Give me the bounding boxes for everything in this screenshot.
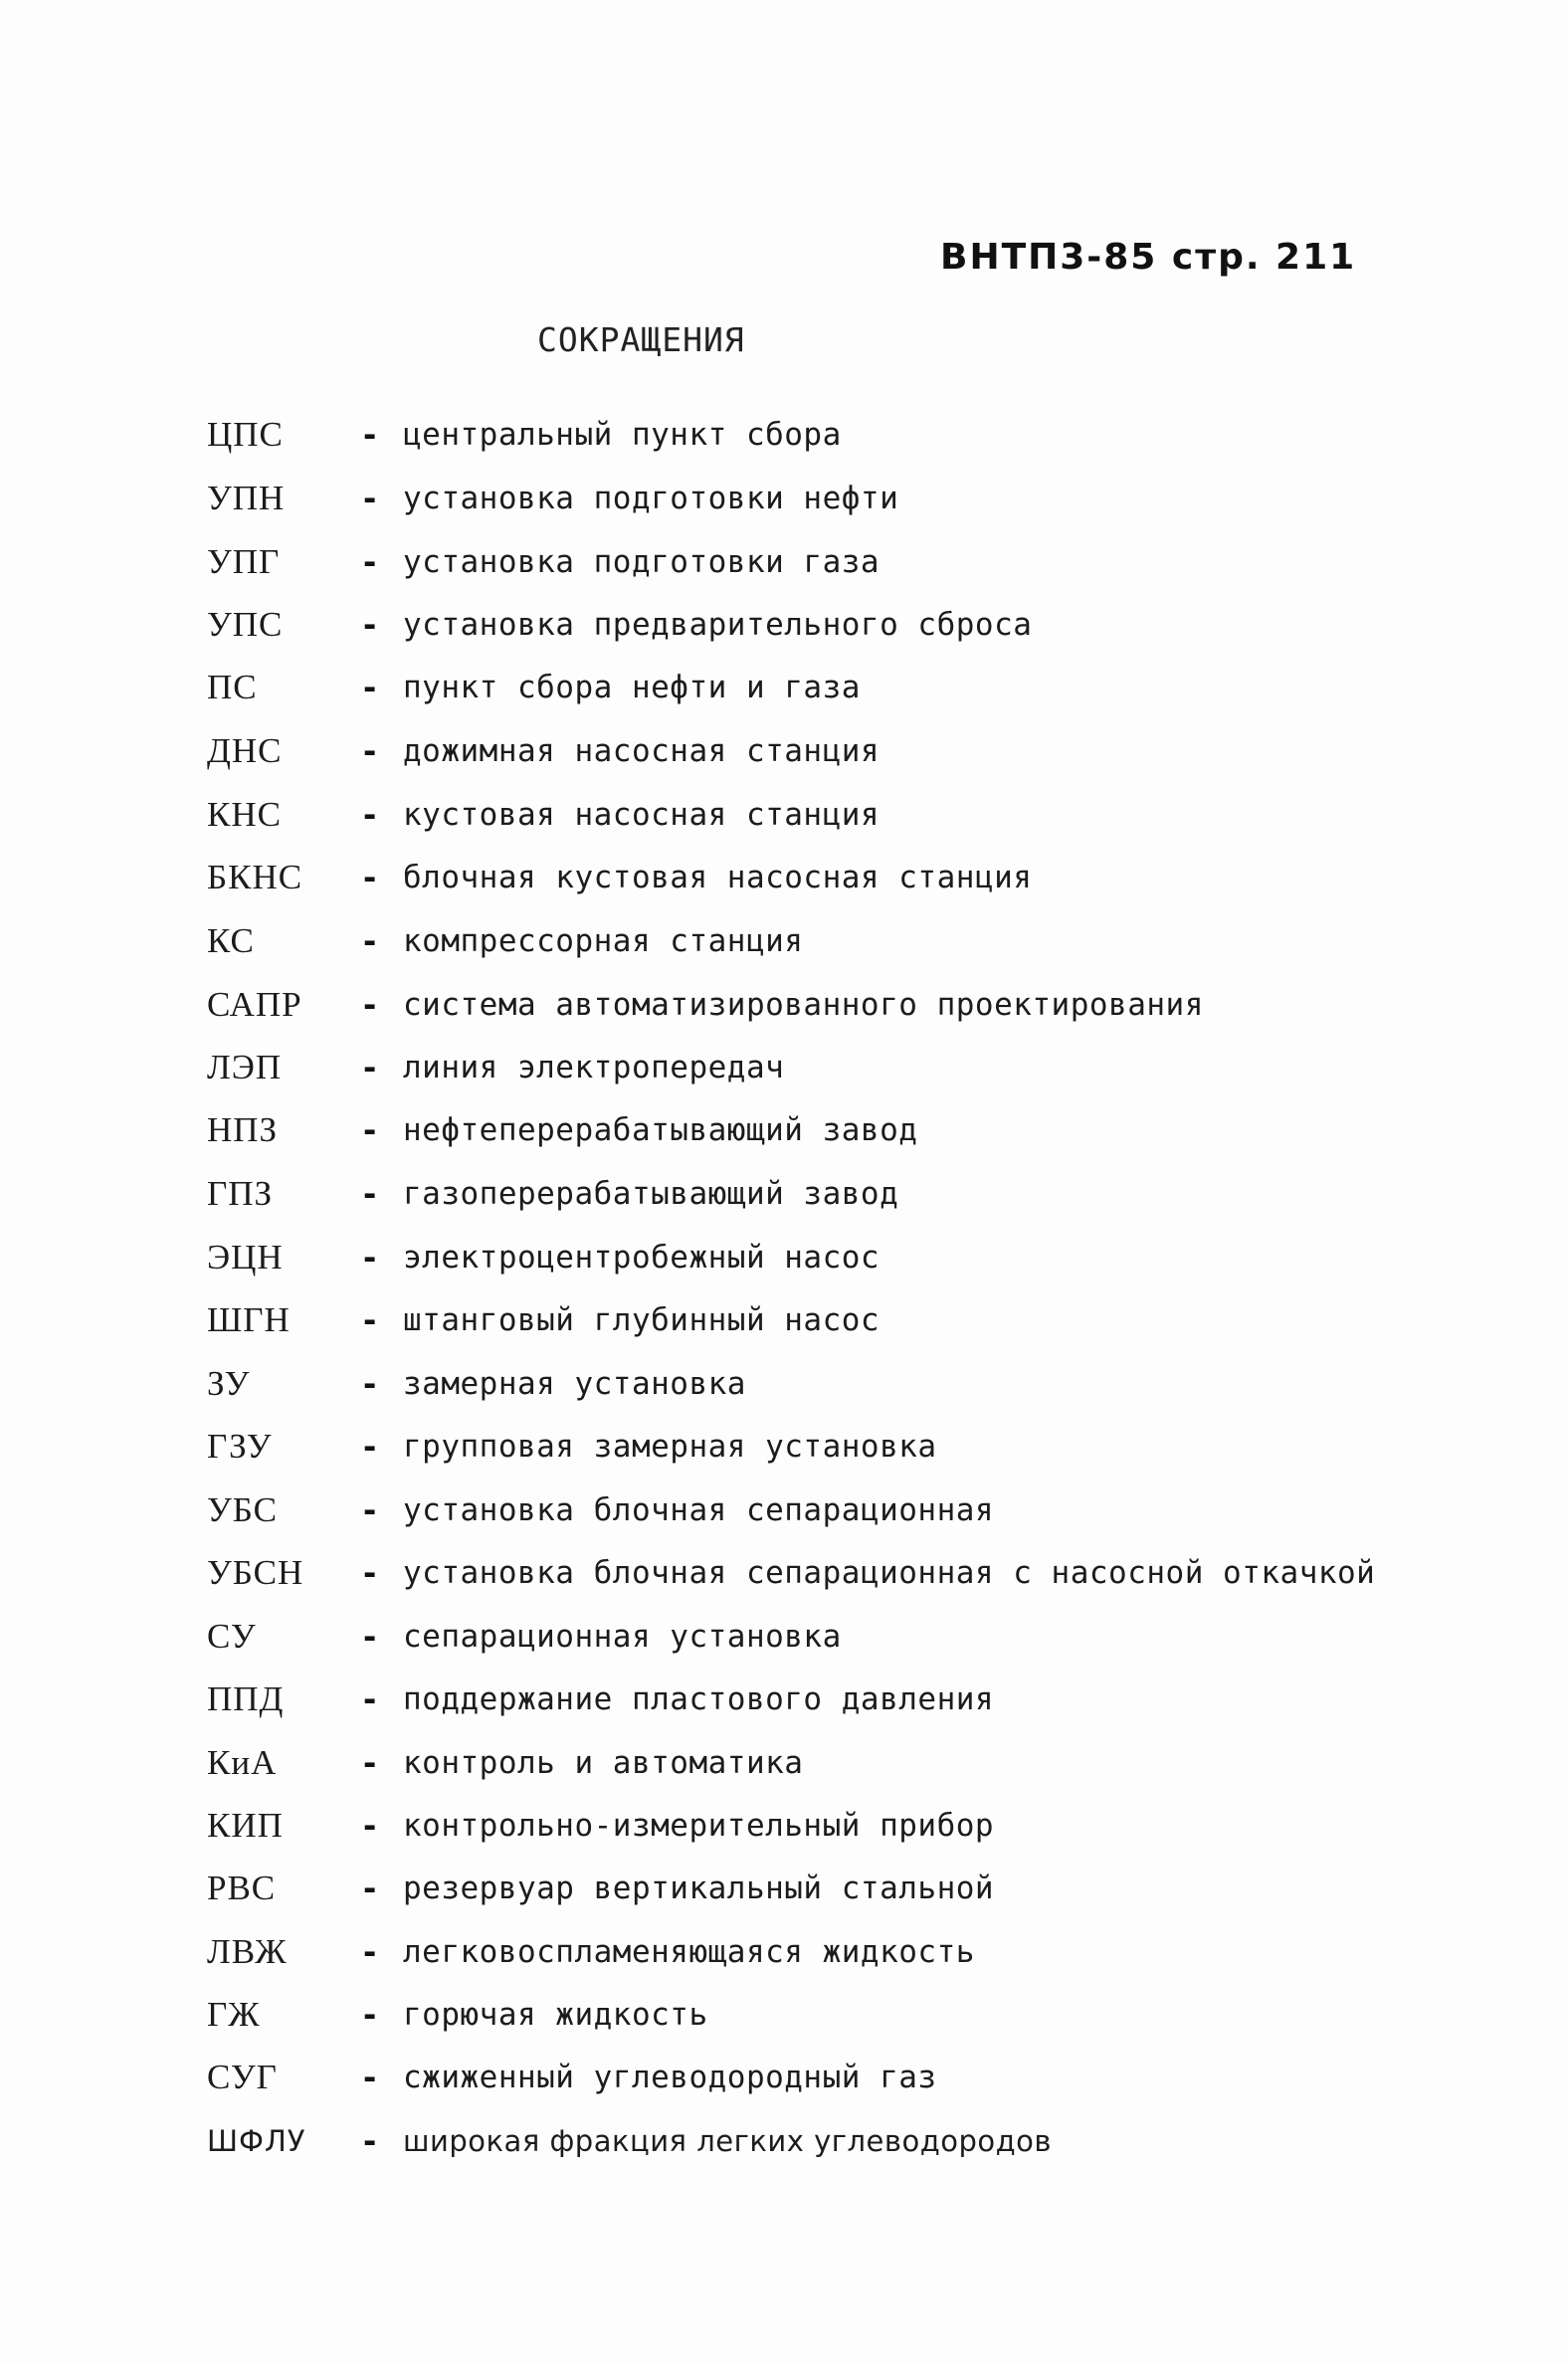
definition: установка предварительного сброса (403, 607, 1033, 643)
list-item (0, 405, 1568, 465)
dash-separator: - (360, 732, 380, 770)
definition: сжиженный углеводородный газ (403, 2060, 937, 2095)
abbreviation: КНС (207, 795, 282, 834)
dash-separator: - (360, 1996, 380, 2034)
abbreviation: РВС (207, 1869, 277, 1907)
definition: центральный пункт сбора (403, 417, 842, 453)
list-item (0, 595, 1568, 655)
dash-separator: - (360, 2059, 380, 2096)
abbreviation: НПЗ (207, 1110, 279, 1149)
list-item (0, 785, 1568, 845)
dash-separator: - (360, 543, 380, 581)
dash-separator: - (360, 986, 380, 1024)
abbreviation: ЦПС (207, 415, 284, 454)
abbreviation: ЛВЖ (207, 1932, 288, 1971)
list-item (0, 1164, 1568, 1224)
list-item (0, 1670, 1568, 1729)
dash-separator: - (360, 416, 380, 454)
dash-separator: - (360, 1807, 380, 1845)
dash-separator: - (360, 1175, 380, 1213)
abbreviation: УБС (207, 1490, 278, 1529)
page-reference: ВНТП3-85 стр. 211 (940, 237, 1357, 278)
dash-separator: - (360, 1428, 380, 1466)
list-item (0, 1480, 1568, 1540)
dash-separator: - (360, 1744, 380, 1782)
abbreviation: ДНС (207, 731, 283, 770)
dash-separator: - (360, 1680, 380, 1718)
definition: легковоспламеняющаяся жидкость (403, 1934, 975, 1970)
definition: установка блочная сепарационная (403, 1492, 995, 1528)
list-item (0, 658, 1568, 717)
definition: линия электропередач (403, 1050, 785, 1085)
list-item (0, 975, 1568, 1035)
abbreviation: ЭЦН (207, 1238, 284, 1277)
abbreviation: ГПЗ (207, 1174, 274, 1213)
list-item (0, 1859, 1568, 1918)
list-item (0, 1354, 1568, 1414)
definition: блочная кустовая насосная станция (403, 860, 1033, 895)
dash-separator: - (360, 859, 380, 896)
definition: нефтеперерабатывающий завод (403, 1112, 918, 1148)
abbreviation: УПГ (207, 542, 281, 581)
abbreviation: УБСН (207, 1553, 304, 1592)
dash-separator: - (360, 1933, 380, 1971)
list-item (0, 911, 1568, 971)
abbreviation: ШГН (207, 1300, 291, 1339)
definition: кустовая насосная станция (403, 797, 881, 833)
dash-separator: - (360, 1554, 380, 1592)
list-item (0, 848, 1568, 907)
list-item (0, 1100, 1568, 1160)
abbreviation: СУГ (207, 2058, 278, 2096)
dash-separator: - (360, 1301, 380, 1339)
abbreviation: КиА (207, 1743, 278, 1782)
dash-separator: - (360, 1239, 380, 1277)
abbreviation: ГЖ (207, 1995, 261, 2034)
page-title: СОКРАЩЕНИЯ (537, 320, 745, 359)
list-item (0, 1607, 1568, 1667)
list-item (0, 1543, 1568, 1603)
dash-separator: - (360, 1111, 380, 1149)
dash-separator: - (360, 1365, 380, 1403)
list-item (0, 2111, 1568, 2171)
dash-separator: - (360, 1049, 380, 1086)
list-item (0, 1228, 1568, 1287)
dash-separator: - (360, 606, 380, 644)
abbreviation: ГЗУ (207, 1427, 273, 1466)
definition: контрольно-измерительный прибор (403, 1808, 995, 1844)
list-item (0, 532, 1568, 592)
list-item (0, 1985, 1568, 2045)
dash-separator: - (360, 1618, 380, 1656)
definition: компрессорная станция (403, 923, 804, 959)
definition: штанговый глубинный насос (403, 1302, 881, 1338)
definition: электроцентробежный насос (403, 1240, 881, 1276)
list-item (0, 721, 1568, 781)
list-item (0, 469, 1568, 528)
definition: групповая замерная установка (403, 1429, 937, 1465)
dash-separator: - (360, 796, 380, 834)
abbreviation: КИП (207, 1806, 284, 1845)
abbreviation: СУ (207, 1617, 257, 1656)
dash-separator: - (360, 480, 380, 517)
list-item (0, 2048, 1568, 2107)
list-item (0, 1417, 1568, 1477)
abbreviation: УПС (207, 605, 284, 644)
definition: пункт сбора нефти и газа (403, 670, 861, 705)
abbreviation: КС (207, 921, 255, 960)
definition: газоперерабатывающий завод (403, 1176, 899, 1212)
list-item (0, 1733, 1568, 1793)
dash-separator: - (360, 1870, 380, 1907)
abbreviation: ЗУ (207, 1364, 251, 1403)
definition: контроль и автоматика (403, 1745, 804, 1781)
abbreviation: САПР (207, 985, 302, 1024)
list-item (0, 1290, 1568, 1350)
list-item (0, 1038, 1568, 1097)
definition: дожимная насосная станция (403, 733, 881, 769)
definition: поддержание пластового давления (403, 1681, 995, 1717)
dash-separator: - (360, 669, 380, 706)
dash-separator: - (360, 922, 380, 960)
definition: замерная установка (403, 1366, 746, 1402)
abbreviation: БКНС (207, 858, 303, 896)
abbreviation: ЛЭП (207, 1048, 283, 1086)
dash-separator: - (360, 1491, 380, 1529)
definition: установка подготовки газа (403, 544, 881, 580)
abbreviation: ШФЛУ (207, 2124, 306, 2158)
definition: резервуар вертикальный стальной (403, 1871, 995, 1906)
definition: горючая жидкость (403, 1997, 708, 2033)
definition: установка подготовки нефти (403, 481, 899, 516)
abbreviation: ПС (207, 668, 258, 706)
abbreviation: ППД (207, 1679, 285, 1718)
definition: широкая фракция легких углеводородов (403, 2124, 1053, 2158)
list-item (0, 1796, 1568, 1856)
definition: сепарационная установка (403, 1619, 842, 1655)
abbreviation: УПН (207, 479, 286, 517)
dash-separator: - (360, 2122, 380, 2160)
list-item (0, 1922, 1568, 1982)
definition: установка блочная сепарационная с насосной откачкой (403, 1555, 1376, 1591)
definition: система автоматизированного проектирования (403, 987, 1204, 1023)
